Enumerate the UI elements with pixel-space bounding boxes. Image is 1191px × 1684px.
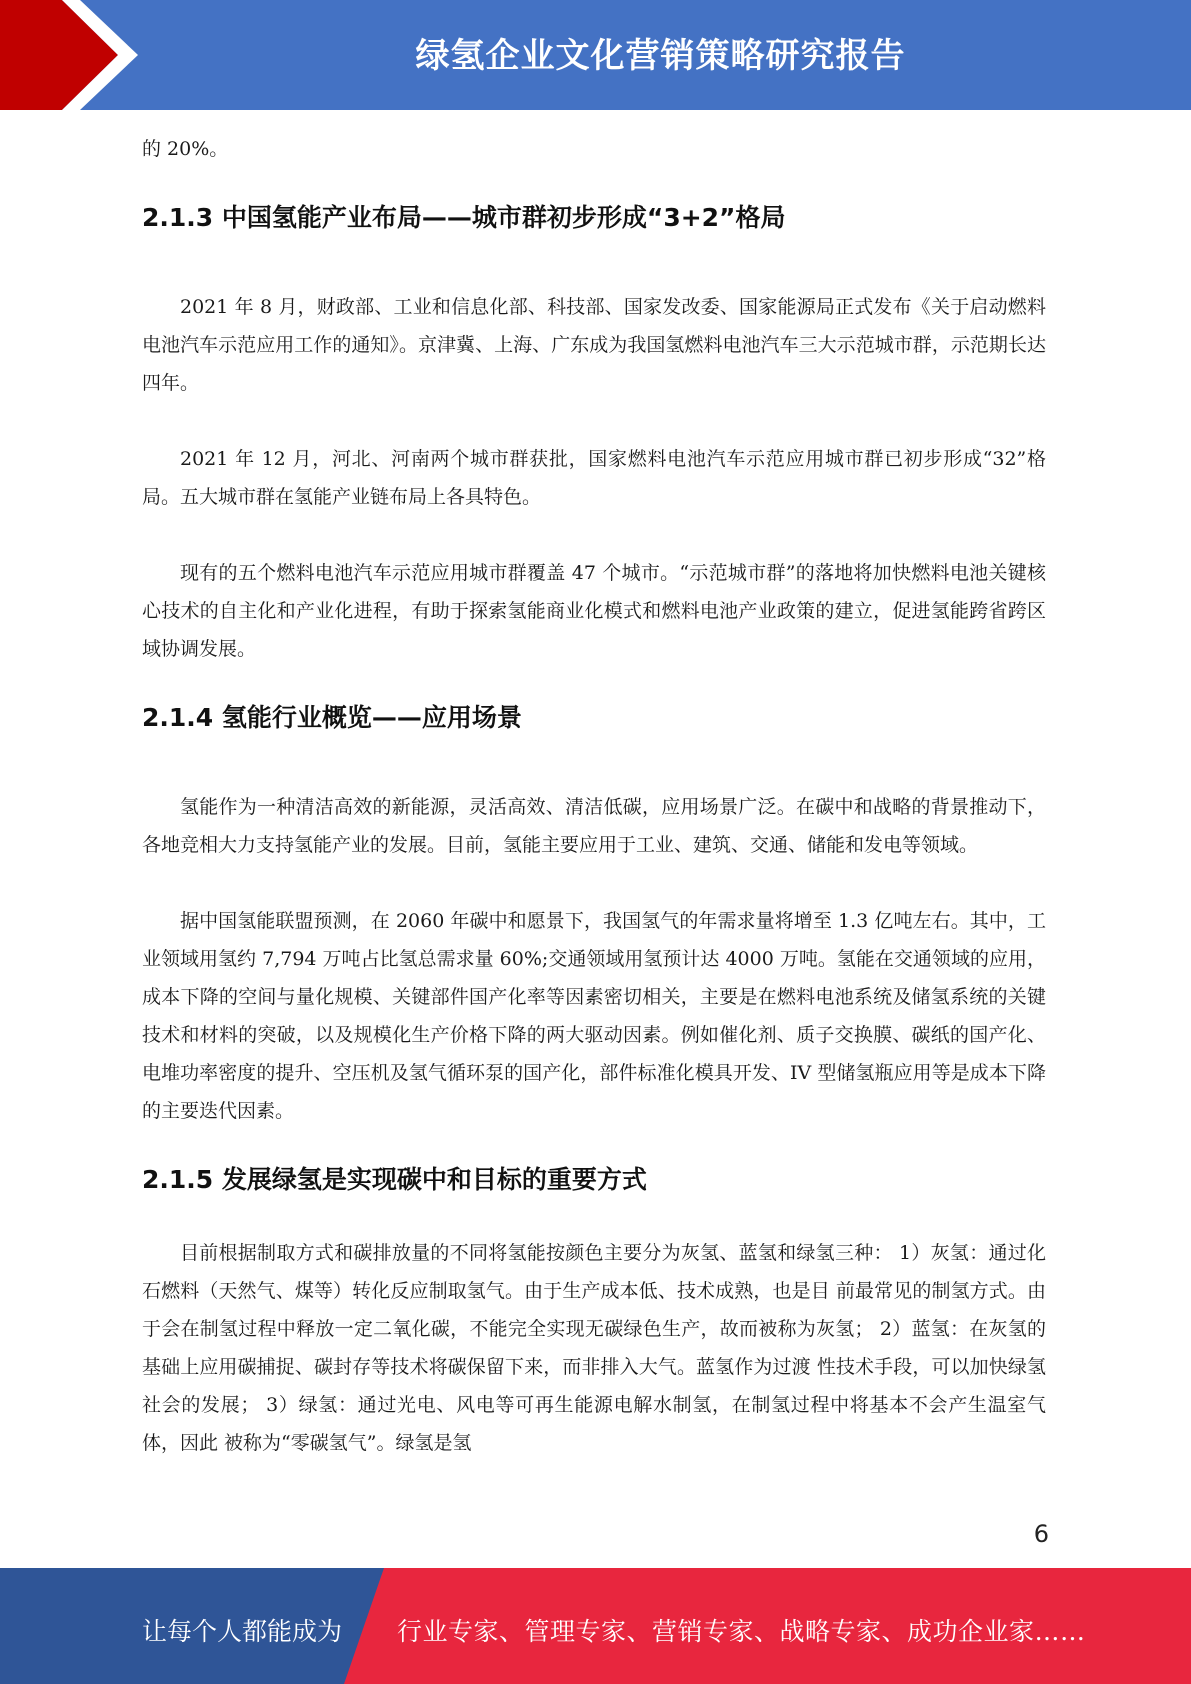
footer-slogan-right: 行业专家、管理专家、营销专家、战略专家、成功企业家…… bbox=[397, 1617, 1086, 1646]
paragraph: 现有的五个燃料电池汽车示范应用城市群覆盖 47 个城市。“示范城市群”的落地将加快燃料电池关键核心技术的自主化和产业化进程，有助于探索氢能商业化模式和燃料电池产业政策的建立，促进氢能跨省跨区域协调发展。 bbox=[142, 562, 1046, 660]
paragraph: 氢能作为一种清洁高效的新能源，灵活高效、清洁低碳，应用场景广泛。在碳中和战略的背景推动下，各地竞相大力支持氢能产业的发展。目前，氢能主要应用于工业、建筑、交通、储能和发电等领域。 bbox=[142, 796, 1046, 856]
continued-paragraph: 的 20%。 bbox=[142, 138, 229, 160]
page-header bbox=[0, 0, 1191, 110]
header-chevron-decoration bbox=[0, 0, 160, 110]
paragraph: 2021 年 12 月，河北、河南两个城市群获批，国家燃料电池汽车示范应用城市群已初步形成“32”格局。五大城市群在氢能产业链布局上各具特色。 bbox=[142, 448, 1046, 508]
page-content bbox=[142, 130, 1046, 1462]
page-number: 6 bbox=[1033, 1520, 1049, 1548]
paragraph: 据中国氢能联盟预测，在 2060 年碳中和愿景下，我国氢气的年需求量将增至 1.3 亿吨左右。其中，工业领域用氢约 7,794 万吨占比氢总需求量 60%;交通领域用氢预计达 4000 万吨。氢能在交通领域的应用，成本下降的空间与量化规模、关键部件国产化率等因素密切相关，主要是在燃料电池系统及储氢系统的关键技术和材料的突破，以及规模化生产价格下降的两大驱动因素。例如催化剂、质子交换膜、碳纸的国产化、电堆功率密度的提升、空压机及氢气循环泵的国产化，部件标准化模具开发、IV 型储氢瓶应用等是成本下降的主要迭代因素。 bbox=[142, 910, 1046, 1122]
footer-slogan-left: 让每个人都能成为 bbox=[142, 1617, 343, 1646]
section-heading-2-1-5: 2.1.5 发展绿氢是实现碳中和目标的重要方式 bbox=[142, 1165, 647, 1194]
report-title: 绿氢企业文化营销策略研究报告 bbox=[415, 36, 906, 76]
paragraph: 2021 年 8 月，财政部、工业和信息化部、科技部、国家发改委、国家能源局正式发布《关于启动燃料电池汽车示范应用工作的通知》。京津冀、上海、广东成为我国氢燃料电池汽车三大示范城市群，示范期长达四年。 bbox=[142, 296, 1046, 394]
section-heading-2-1-4: 2.1.4 氢能行业概览——应用场景 bbox=[142, 703, 522, 732]
paragraph: 目前根据制取方式和碳排放量的不同将氢能按颜色主要分为灰氢、蓝氢和绿氢三种： 1）灰氢：通过化石燃料（天然气、煤等）转化反应制取氢气。由于生产成本低、技术成熟，也是目 前最常见的制氢方式。由于会在制氢过程中释放一定二氧化碳，不能完全实现无碳绿色生产，故而被称为灰氢； 2）蓝氢：在灰氢的基础上应用碳捕捉、碳封存等技术将碳保留下来，而非排入大气。蓝氢作为过渡 性技术手段，可以加快绿氢社会的发展； 3）绿氢：通过光电、风电等可再生能源电解水制氢，在制氢过程中将基本不会产生温室气体，因此 被称为“零碳氢气”。绿氢是氢 bbox=[142, 1242, 1046, 1454]
section-heading-2-1-3: 2.1.3 中国氢能产业布局——城市群初步形成“3+2”格局 bbox=[142, 203, 786, 232]
page-footer bbox=[0, 1568, 1191, 1684]
